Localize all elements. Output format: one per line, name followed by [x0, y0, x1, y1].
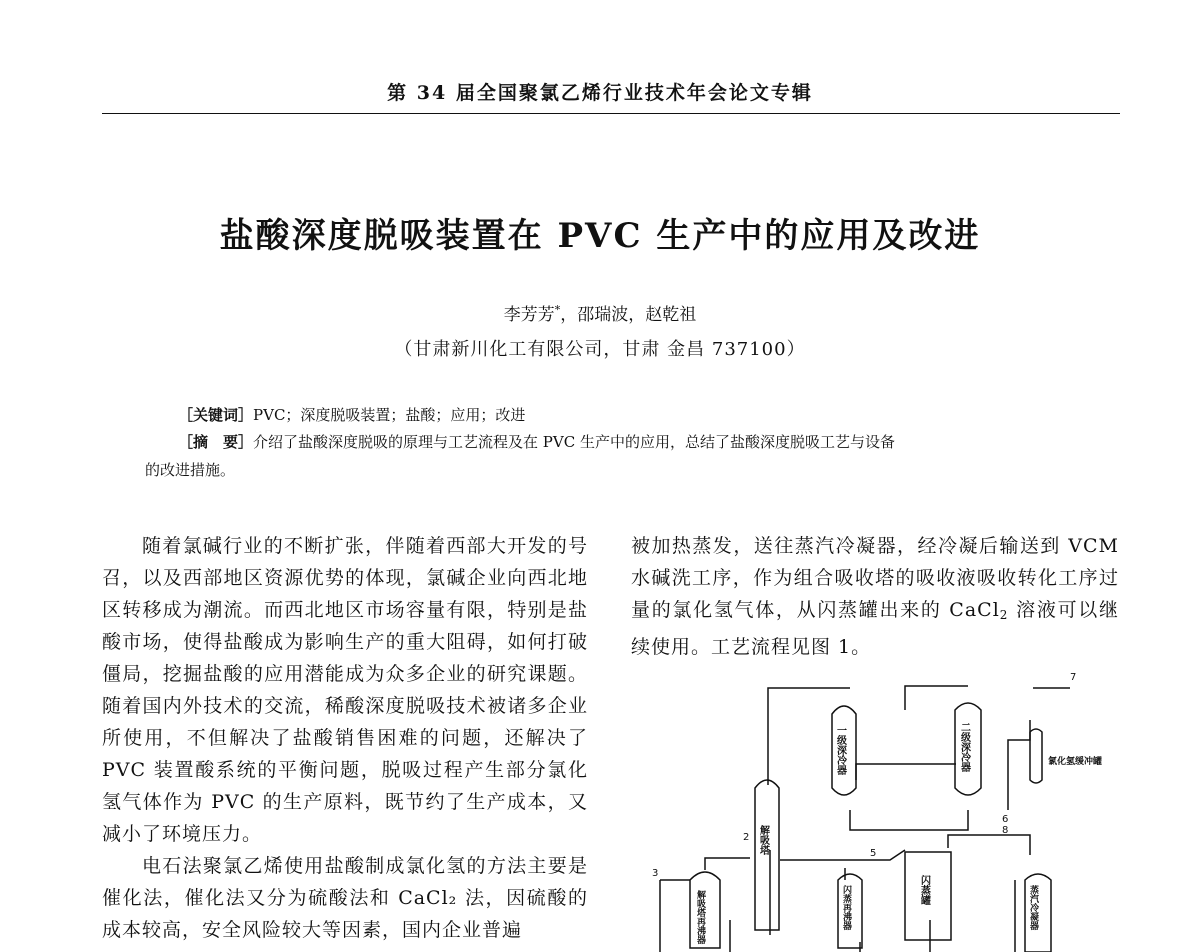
author-rest: ，邵瑞波，赵乾祖: [560, 305, 697, 325]
right-subscript: 2: [999, 608, 1009, 622]
body-right-column: [631, 530, 1119, 663]
right-text-after: 溶液可以继续使用。工艺流程见图 1。: [631, 599, 1119, 658]
author-marker: *: [554, 303, 561, 317]
body-right-paragraph: [631, 530, 1119, 663]
stream-number: 8: [1002, 825, 1009, 836]
keywords-text: PVC；深度脱吸装置；盐酸；应用；改进: [253, 406, 526, 424]
authors: [0, 300, 1200, 325]
label-cooler-2: 二级深冷器: [958, 722, 970, 772]
stream-number: 6: [1002, 814, 1009, 825]
keywords-label: ［关键词］: [178, 406, 254, 424]
abstract-line1: 介绍了盐酸深度脱吸的原理与工艺流程及在 PVC 生产中的应用，总结了盐酸深度脱吸工艺与设备: [253, 433, 895, 451]
stream-number: 2: [743, 832, 750, 843]
abstract-continuation: 的改进措施。: [145, 461, 236, 479]
paper-title: 盐酸深度脱吸装置在 PVC 生产中的应用及改进: [219, 216, 981, 256]
label-condenser: 蒸汽冷凝器: [1028, 885, 1038, 930]
label-flash: 闪蒸罐: [918, 875, 930, 905]
right-text-before: 被加热蒸发，送往蒸汽冷凝器，经冷凝后输送到 VCM 水碱洗工序，作为组合吸收塔的吸收液吸收转化工序过量的氯化氢气体，从闪蒸罐出来的 CaCl: [631, 535, 1119, 621]
journal-header: 第 34 届全国聚氯乙烯行业技术年会论文专辑: [387, 82, 813, 104]
body-paragraph-2: 电石法聚氯乙烯使用盐酸制成氯化氢的方法主要是催化法，催化法又分为硫酸法和 CaCl₂ 法，因硫酸的成本较高，安全风险较大等因素，国内企业普遍: [102, 855, 588, 941]
abstract: [178, 429, 895, 456]
body-left-column: [102, 530, 588, 946]
affiliation: （甘肃新川化工有限公司，甘肃 金昌 737100）: [394, 339, 806, 360]
stream-number: 3: [652, 868, 659, 879]
author-first: 李芳芳: [503, 305, 555, 325]
body-paragraph-1: 随着氯碱行业的不断扩张，伴随着西部大开发的号召，以及西部地区资源优势的体现，氯碱企业向西北地区转移成为潮流。而西北地区市场容量有限，特别是盐酸市场，使得盐酸成为影响生产的重大阻碍，如何打破僵局，挖掘盐酸的应用潜能成为众多企业的研究课题。随着国内外技术的交流，稀酸深度脱吸技术被诸多企业所使用，不但解决了盐酸销售困难的问题，还解决了 PVC 装置酸系统的平衡问题，脱吸过程产生部分氯化氢气体作为 PVC 的生产原料，既节约了生产成本，又减小了环境压力。: [102, 535, 588, 845]
keywords: [178, 402, 525, 429]
abstract-label: ［摘 要］: [178, 433, 254, 451]
header-rule: [102, 113, 1120, 114]
stream-number: 7: [1070, 672, 1077, 683]
label-reboiler-1: 解吸塔再沸器: [695, 890, 705, 944]
label-cooler-1: 一级深冷器: [834, 725, 846, 775]
process-flow-diagram: [630, 672, 1130, 952]
label-reboiler-2: 闪蒸再沸器: [841, 885, 851, 930]
stream-number: 5: [870, 848, 877, 859]
label-buffer: 氯化氢缓冲罐: [1048, 757, 1103, 767]
label-tower: 解吸塔: [757, 825, 769, 855]
